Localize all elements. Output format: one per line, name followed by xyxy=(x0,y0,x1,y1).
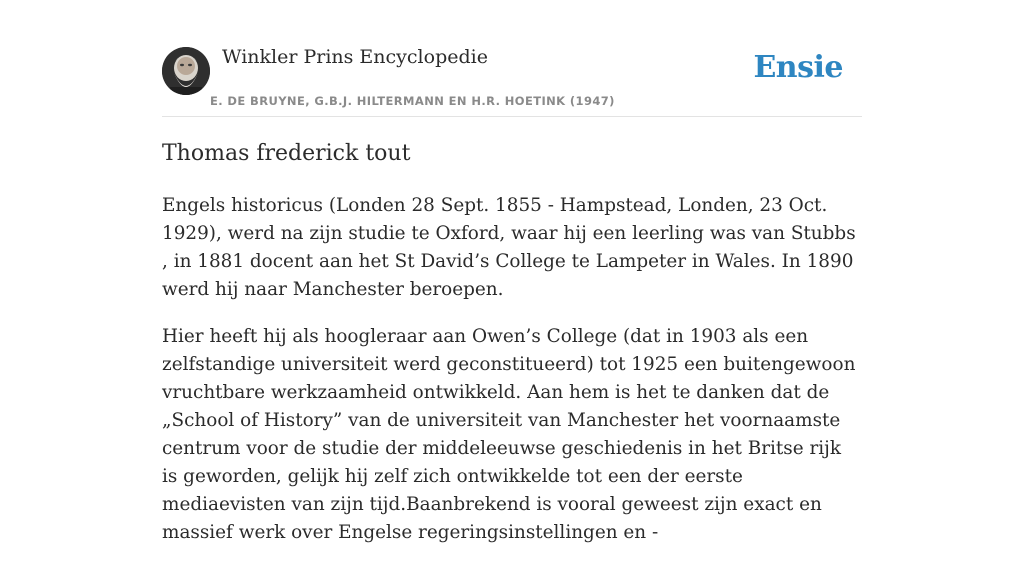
author-portrait-icon xyxy=(162,47,210,95)
header xyxy=(162,0,862,117)
authors-line: E. DE BRUYNE, G.B.J. HILTERMANN EN H.R. HOETINK (1947) xyxy=(210,94,615,108)
page-container xyxy=(162,0,862,543)
site-title[interactable]: Winkler Prins Encyclopedie xyxy=(222,46,488,68)
article-paragraph: Hier heeft hij als hoogleraar aan Owen’s College (dat in 1903 als een zelfstandige universiteit werd geconstitueerd) tot 1925 een buitengewoon vruchtbare werkzaamheid ontwikkeld. Aan hem is het te danken dat de „School of History” van de universiteit van Manchester het voornaamste centrum voor de studie der middeleeuwse geschiedenis in het Britse rijk is geworden, gelijk hij zelf zich ontwikkelde tot een der eerste mediaevisten van zijn tijd.Baanbrekend is vooral geweest zijn exact en massief werk over Engelse regeringsinstellingen en - xyxy=(162,326,856,543)
article-paragraph: Engels historicus (Londen 28 Sept. 1855 - Hampstead, Londen, 23 Oct. 1929), werd na zijn studie te Oxford, waar hij een leerling was van Stubbs , in 1881 docent aan het St David’s College te Lampeter in Wales. In 1890 werd hij naar Manchester beroepen. xyxy=(162,195,856,300)
article-title: Thomas frederick tout xyxy=(162,141,411,166)
author-avatar[interactable] xyxy=(162,47,210,95)
brand-logo[interactable]: Ensie xyxy=(753,50,843,85)
article-body xyxy=(162,192,862,566)
